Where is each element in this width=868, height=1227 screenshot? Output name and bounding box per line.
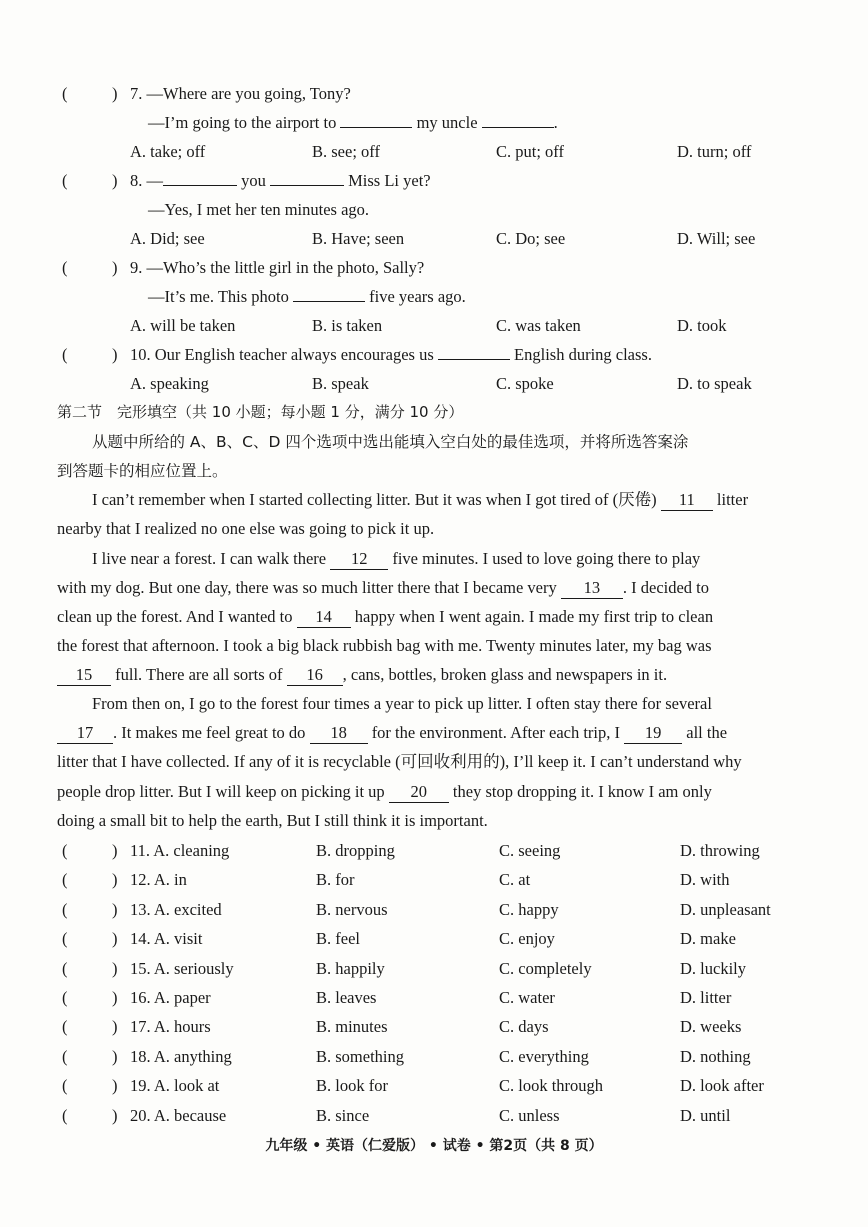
answer-paren-left: ( bbox=[62, 1017, 68, 1036]
option-c: C. look through bbox=[499, 1076, 604, 1095]
option-a: A. visit bbox=[153, 929, 203, 948]
answer-paren-left: ( bbox=[62, 870, 68, 889]
option-d: D. turn; off bbox=[677, 142, 752, 161]
answer-paren-right: ) bbox=[112, 258, 118, 277]
passage-line: the forest that afternoon. I took a big black rubbish bag with me. Twenty minutes later, my bag was bbox=[57, 636, 712, 655]
option-d: D. Will; see bbox=[677, 229, 756, 248]
passage-line bbox=[57, 665, 667, 686]
blank-19: 19 bbox=[624, 723, 682, 744]
passage-text: for the environment. After each trip, I bbox=[371, 723, 621, 742]
answer-blank bbox=[340, 113, 412, 128]
question-number: 10. bbox=[130, 345, 151, 364]
option-b: B. something bbox=[316, 1047, 405, 1066]
option-b: B. see; off bbox=[312, 142, 380, 161]
answer-blank bbox=[163, 171, 237, 186]
question-number: 18. bbox=[130, 1047, 151, 1066]
question-number: 12. bbox=[130, 870, 151, 889]
question-number: 20. bbox=[130, 1106, 151, 1125]
blank-16: 16 bbox=[287, 665, 343, 686]
passage-text: they stop dropping it. I know I am only bbox=[452, 782, 712, 801]
passage-text: litter bbox=[716, 490, 749, 509]
answer-paren-left: ( bbox=[62, 1047, 68, 1066]
option-d: D. litter bbox=[680, 988, 732, 1007]
option-c: C. everything bbox=[499, 1047, 589, 1066]
passage-text: full. There are all sorts of bbox=[115, 665, 283, 684]
option-b: B. Have; seen bbox=[312, 229, 405, 248]
answer-paren-right: ) bbox=[112, 870, 118, 889]
answer-paren-right: ) bbox=[112, 929, 118, 948]
question-number: 19. bbox=[130, 1076, 151, 1095]
option-a: A. look at bbox=[153, 1076, 220, 1095]
passage-text: I can’t remember when I started collecting litter. But it was when I got tired of (厌倦) bbox=[92, 490, 657, 509]
question-number: 13. bbox=[130, 900, 151, 919]
passage-line: doing a small bit to help the earth, But I still think it is important. bbox=[57, 811, 488, 830]
option-d: D. make bbox=[680, 929, 736, 948]
answer-paren-right: ) bbox=[112, 1017, 118, 1036]
question-text: —It’s me. This photo bbox=[148, 287, 289, 306]
passage-line: nearby that I realized no one else was going to pick it up. bbox=[57, 519, 435, 538]
answer-paren-left: ( bbox=[62, 900, 68, 919]
blank-13: 13 bbox=[561, 578, 623, 599]
passage-text: . I decided to bbox=[622, 578, 710, 597]
passage-line bbox=[92, 549, 700, 570]
option-b: B. minutes bbox=[316, 1017, 388, 1036]
option-a: A. speaking bbox=[130, 374, 209, 393]
passage-line: litter that I have collected. If any of it is recyclable (可回收利用的), I’ll keep it. I can’t understand why bbox=[57, 752, 742, 771]
answer-paren-left: ( bbox=[62, 1106, 68, 1125]
question-text: —Where are you going, Tony? bbox=[146, 84, 351, 103]
passage-text: all the bbox=[686, 723, 728, 742]
question-number: 11. bbox=[130, 841, 151, 860]
answer-paren-left: ( bbox=[62, 84, 68, 103]
answer-paren-right: ) bbox=[112, 959, 118, 978]
question-number: 7. bbox=[130, 84, 143, 103]
answer-paren-left: ( bbox=[62, 929, 68, 948]
answer-blank bbox=[270, 171, 344, 186]
blank-18: 18 bbox=[310, 723, 368, 744]
option-c: C. water bbox=[499, 988, 555, 1007]
option-a: A. because bbox=[153, 1106, 227, 1125]
question-text: five years ago. bbox=[369, 287, 466, 306]
passage-text: I live near a forest. I can walk there bbox=[92, 549, 327, 568]
option-d: D. weeks bbox=[680, 1017, 742, 1036]
question-text: my uncle bbox=[416, 113, 478, 132]
option-a: A. hours bbox=[153, 1017, 211, 1036]
passage-text: , cans, bottles, broken glass and newspapers in it. bbox=[342, 665, 668, 684]
passage-line bbox=[57, 723, 727, 744]
option-c: C. happy bbox=[499, 900, 559, 919]
blank-17: 17 bbox=[57, 723, 113, 744]
passage-line bbox=[57, 782, 712, 803]
option-b: B. is taken bbox=[312, 316, 383, 335]
answer-paren-right: ) bbox=[112, 1076, 118, 1095]
answer-blank bbox=[438, 345, 510, 360]
answer-paren-right: ) bbox=[112, 171, 118, 190]
option-d: D. unpleasant bbox=[680, 900, 771, 919]
option-c: C. days bbox=[499, 1017, 549, 1036]
passage-text: people drop litter. But I will keep on picking it up bbox=[57, 782, 385, 801]
answer-paren-right: ) bbox=[112, 84, 118, 103]
answer-paren-left: ( bbox=[62, 171, 68, 190]
option-c: C. seeing bbox=[499, 841, 561, 860]
passage-text: clean up the forest. And I wanted to bbox=[57, 607, 293, 626]
option-c: C. was taken bbox=[496, 316, 581, 335]
answer-paren-left: ( bbox=[62, 1076, 68, 1095]
blank-15: 15 bbox=[57, 665, 111, 686]
option-d: D. look after bbox=[680, 1076, 764, 1095]
option-c: C. completely bbox=[499, 959, 592, 978]
passage-text: with my dog. But one day, there was so much litter there that I became very bbox=[57, 578, 557, 597]
question-text: English during class. bbox=[514, 345, 652, 364]
answer-blank bbox=[482, 113, 554, 128]
answer-paren-right: ) bbox=[112, 900, 118, 919]
option-a: A. cleaning bbox=[153, 841, 230, 860]
passage-text: five minutes. I used to love going there to play bbox=[392, 549, 701, 568]
option-a: A. paper bbox=[153, 988, 211, 1007]
option-c: C. at bbox=[499, 870, 531, 889]
answer-paren-right: ) bbox=[112, 345, 118, 364]
passage-text: happy when I went again. I made my first trip to clean bbox=[354, 607, 714, 626]
option-b: B. dropping bbox=[316, 841, 395, 860]
answer-paren-left: ( bbox=[62, 841, 68, 860]
option-a: A. seriously bbox=[153, 959, 234, 978]
option-c: C. Do; see bbox=[496, 229, 566, 248]
answer-blank bbox=[293, 287, 365, 302]
option-b: B. speak bbox=[312, 374, 369, 393]
option-c: C. put; off bbox=[496, 142, 564, 161]
option-d: D. with bbox=[680, 870, 730, 889]
question-text: Our English teacher always encourages us bbox=[154, 345, 434, 364]
option-d: D. nothing bbox=[680, 1047, 751, 1066]
section-heading: 第二节 完形填空（共 10 小题；每小题 1 分，满分 10 分） bbox=[57, 403, 464, 421]
passage-line bbox=[57, 578, 709, 599]
page-footer: 九年级 • 英语（仁爱版） • 试卷 • 第2页（共 8 页） bbox=[265, 1138, 603, 1154]
blank-20: 20 bbox=[389, 782, 449, 803]
question-text: . bbox=[553, 113, 558, 132]
question-number: 15. bbox=[130, 959, 151, 978]
option-b: B. feel bbox=[316, 929, 360, 948]
option-a: A. Did; see bbox=[130, 229, 205, 248]
question-number: 9. bbox=[130, 258, 143, 277]
option-b: B. leaves bbox=[316, 988, 377, 1007]
question-9-line2 bbox=[148, 287, 466, 307]
passage-line: From then on, I go to the forest four times a year to pick up litter. I often stay there for several bbox=[92, 694, 712, 713]
blank-12: 12 bbox=[330, 549, 388, 570]
option-b: B. happily bbox=[316, 959, 385, 978]
option-a: A. will be taken bbox=[130, 316, 236, 335]
option-c: C. enjoy bbox=[499, 929, 555, 948]
option-c: C. spoke bbox=[496, 374, 554, 393]
passage-text: . It makes me feel great to do bbox=[113, 723, 306, 742]
question-8-line2: —Yes, I met her ten minutes ago. bbox=[148, 200, 370, 219]
passage-line bbox=[92, 490, 748, 511]
question-text: — bbox=[146, 171, 163, 190]
answer-paren-left: ( bbox=[62, 258, 68, 277]
blank-11: 11 bbox=[661, 490, 713, 511]
answer-paren-left: ( bbox=[62, 959, 68, 978]
option-d: D. until bbox=[680, 1106, 731, 1125]
option-d: D. to speak bbox=[677, 374, 752, 393]
option-c: C. unless bbox=[499, 1106, 560, 1125]
question-number: 8. bbox=[130, 171, 143, 190]
option-a: A. in bbox=[153, 870, 187, 889]
section-instructions-cont: 到答题卡的相应位置上。 bbox=[57, 462, 228, 480]
option-b: B. for bbox=[316, 870, 355, 889]
question-number: 16. bbox=[130, 988, 151, 1007]
option-a: A. anything bbox=[153, 1047, 232, 1066]
answer-paren-right: ) bbox=[112, 1047, 118, 1066]
option-d: D. luckily bbox=[680, 959, 746, 978]
section-instructions: 从题中所给的 A、B、C、D 四个选项中选出能填入空白处的最佳选项，并将所选答案涂 bbox=[92, 433, 689, 451]
option-b: B. look for bbox=[316, 1076, 388, 1095]
answer-paren-right: ) bbox=[112, 841, 118, 860]
answer-paren-left: ( bbox=[62, 345, 68, 364]
option-b: B. nervous bbox=[316, 900, 388, 919]
answer-paren-right: ) bbox=[112, 1106, 118, 1125]
option-b: B. since bbox=[316, 1106, 370, 1125]
question-text: you bbox=[241, 171, 266, 190]
question-7-line2 bbox=[148, 113, 558, 133]
passage-line bbox=[57, 607, 713, 628]
question-text: —I’m going to the airport to bbox=[148, 113, 337, 132]
answer-paren-right: ) bbox=[112, 988, 118, 1007]
question-text: —Who’s the little girl in the photo, Sally? bbox=[146, 258, 425, 277]
option-d: D. took bbox=[677, 316, 727, 335]
question-text: Miss Li yet? bbox=[348, 171, 431, 190]
option-a: A. excited bbox=[153, 900, 222, 919]
question-number: 17. bbox=[130, 1017, 151, 1036]
answer-paren-left: ( bbox=[62, 988, 68, 1007]
option-d: D. throwing bbox=[680, 841, 760, 860]
question-number: 14. bbox=[130, 929, 151, 948]
blank-14: 14 bbox=[297, 607, 351, 628]
option-a: A. take; off bbox=[130, 142, 206, 161]
